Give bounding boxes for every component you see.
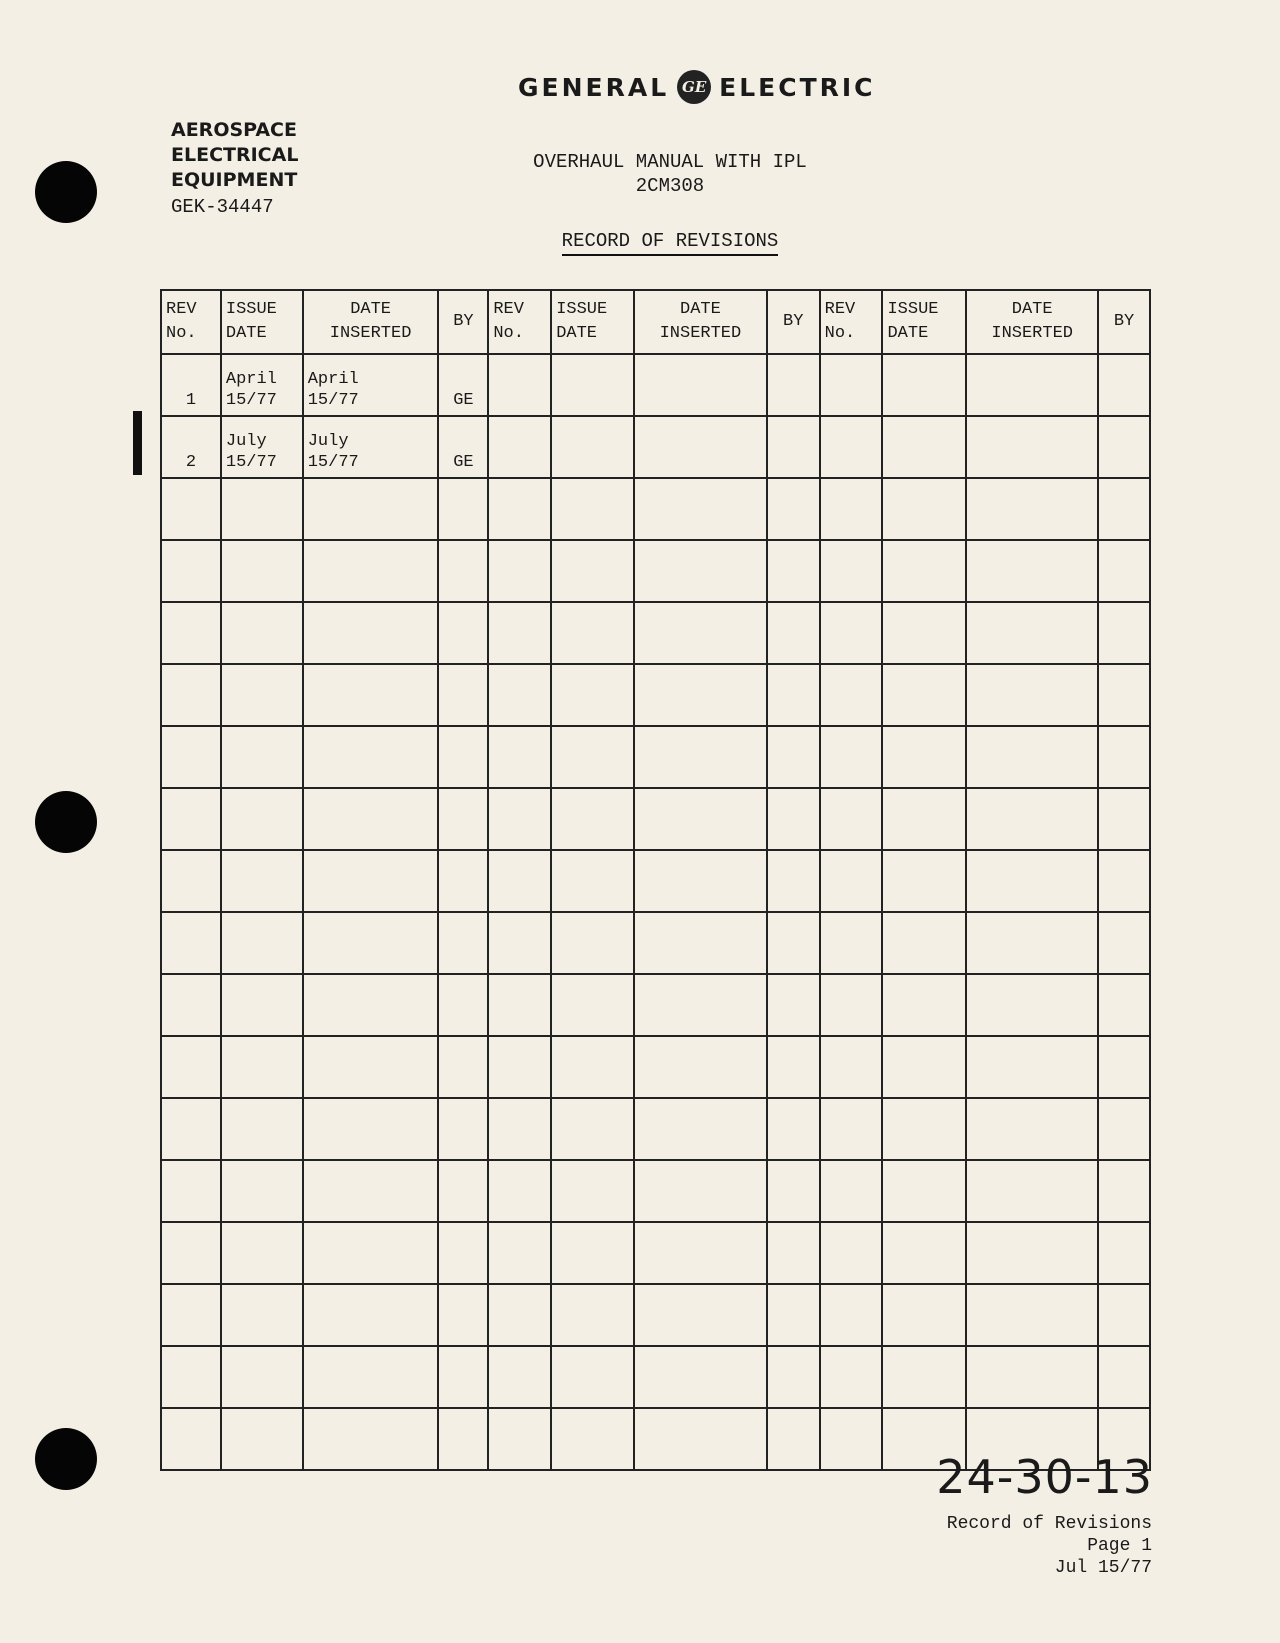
table-cell [161,1346,221,1408]
table-cell [438,1222,488,1284]
table-cell [488,416,551,478]
table-cell [820,1284,883,1346]
table-cell [438,478,488,540]
table-cell: 1 [161,354,221,416]
column-header: ISSUE DATE [221,290,303,354]
table-cell [882,1098,966,1160]
table-row [161,850,1150,912]
table-cell [221,1346,303,1408]
table-cell [767,1346,820,1408]
table-cell [551,478,634,540]
column-header: REV No. [488,290,551,354]
table-cell [634,1408,767,1470]
table-cell [1098,726,1150,788]
table-cell [488,602,551,664]
table-cell [820,912,883,974]
table-cell [438,1346,488,1408]
table-cell [966,912,1098,974]
table-cell [221,664,303,726]
table-cell [966,850,1098,912]
table-cell [551,1036,634,1098]
column-header: BY [767,290,820,354]
table-cell [634,974,767,1036]
table-cell [966,416,1098,478]
table-cell [966,726,1098,788]
table-row [161,1036,1150,1098]
table-cell [551,974,634,1036]
table-cell [820,850,883,912]
table-cell [767,354,820,416]
table-cell [551,1346,634,1408]
table-cell [161,602,221,664]
revisions-table [160,289,1151,1471]
table-cell [767,1408,820,1470]
table-cell [820,1346,883,1408]
table-cell [634,912,767,974]
table-cell [1098,1346,1150,1408]
table-cell [634,540,767,602]
table-row [161,1160,1150,1222]
table-cell [303,664,439,726]
table-cell [882,850,966,912]
table-cell [820,726,883,788]
table-cell [303,1284,439,1346]
table-cell [161,788,221,850]
table-cell [882,664,966,726]
table-cell [488,354,551,416]
table-cell [161,1222,221,1284]
table-cell [820,478,883,540]
table-cell [221,726,303,788]
table-cell [551,1284,634,1346]
table-cell [882,354,966,416]
table-cell [882,416,966,478]
table-cell [966,1284,1098,1346]
table-cell [1098,1284,1150,1346]
column-header: DATE INSERTED [303,290,439,354]
table-cell [1098,478,1150,540]
table-cell: April 15/77 [221,354,303,416]
table-cell [303,1160,439,1222]
table-cell [1098,788,1150,850]
table-cell [882,1222,966,1284]
table-cell [966,540,1098,602]
table-cell [303,788,439,850]
table-cell [634,1036,767,1098]
table-cell [1098,416,1150,478]
table-cell [221,1160,303,1222]
table-cell [161,1408,221,1470]
table-cell [488,1036,551,1098]
table-cell [634,850,767,912]
table-cell [161,1036,221,1098]
table-cell [882,1346,966,1408]
table-cell [551,912,634,974]
table-cell [161,540,221,602]
table-cell [303,974,439,1036]
column-header: REV No. [820,290,883,354]
table-cell [438,850,488,912]
table-cell [820,354,883,416]
table-cell [767,664,820,726]
table-cell [966,788,1098,850]
table-cell [438,1036,488,1098]
table-cell [634,1346,767,1408]
footer-date: Jul 15/77 [1054,1558,1152,1578]
table-row [161,1346,1150,1408]
table-row [161,912,1150,974]
table-cell [551,1098,634,1160]
table-cell [551,1222,634,1284]
manual-title-block [470,150,870,198]
table-cell [303,478,439,540]
column-header: BY [1098,290,1150,354]
table-cell [882,1284,966,1346]
table-cell [634,726,767,788]
table-cell [221,1222,303,1284]
table-cell [303,602,439,664]
table-cell [488,912,551,974]
table-cell [438,912,488,974]
table-cell [634,1160,767,1222]
table-cell [767,1036,820,1098]
table-cell [882,726,966,788]
table-row [161,602,1150,664]
table-cell [882,1160,966,1222]
table-cell [820,974,883,1036]
table-cell [966,1160,1098,1222]
table-cell [161,974,221,1036]
model-number: 2CM308 [635,175,705,197]
table-cell [221,1036,303,1098]
table-cell [966,1036,1098,1098]
section-title-text: RECORD OF REVISIONS [562,230,779,256]
ge-monogram-icon: GE [677,70,711,104]
column-header: ISSUE DATE [882,290,966,354]
table-cell [161,478,221,540]
table-cell [966,1222,1098,1284]
table-cell [634,354,767,416]
table-cell [1098,850,1150,912]
table-cell [488,540,551,602]
table-cell [1098,664,1150,726]
table-row [161,788,1150,850]
logo-text-right: ELECTRIC [719,72,876,102]
table-cell [438,1408,488,1470]
table-cell [221,1408,303,1470]
table-cell [882,602,966,664]
table-cell [161,1160,221,1222]
table-cell [551,1160,634,1222]
table-cell [551,416,634,478]
table-cell [438,602,488,664]
table-row [161,974,1150,1036]
table-cell [161,912,221,974]
table-cell [820,540,883,602]
table-cell [820,788,883,850]
table-cell [221,478,303,540]
table-cell [634,1222,767,1284]
logo-text-left: GENERAL [518,72,670,102]
column-header: REV No. [161,290,221,354]
table-cell [161,850,221,912]
table-cell: July 15/77 [221,416,303,478]
table-cell [551,788,634,850]
table-cell [488,664,551,726]
table-cell [882,540,966,602]
table-cell [438,974,488,1036]
table-cell [488,1160,551,1222]
table-cell [634,602,767,664]
table-cell [303,1408,439,1470]
punch-hole [35,161,97,223]
table-cell [551,602,634,664]
table-cell [767,478,820,540]
punch-hole [35,791,97,853]
ge-logo [518,70,876,104]
table-cell [1098,912,1150,974]
column-header: DATE INSERTED [966,290,1098,354]
table-cell [820,1222,883,1284]
table-cell [438,1098,488,1160]
table-cell [488,788,551,850]
revision-change-bar [133,411,142,475]
table-cell [634,1284,767,1346]
table-cell [221,850,303,912]
table-cell [882,478,966,540]
table-cell [767,1160,820,1222]
table-cell [634,416,767,478]
table-cell: 2 [161,416,221,478]
doc-number: GEK-34447 [171,196,274,218]
table-cell [438,664,488,726]
table-cell [161,664,221,726]
column-header: BY [438,290,488,354]
table-cell [1098,1098,1150,1160]
table-cell [303,1346,439,1408]
table-cell [488,1408,551,1470]
chapter-code: 24-30-13 [936,1450,1153,1504]
table-cell [767,912,820,974]
division-block [171,118,298,220]
table-cell [820,416,883,478]
table-cell [221,788,303,850]
division-line: ELECTRICAL [171,144,299,166]
table-cell [551,850,634,912]
table-cell [820,1160,883,1222]
table-cell [966,602,1098,664]
table-cell [966,478,1098,540]
table-cell [966,354,1098,416]
table-cell [551,1408,634,1470]
table-cell [767,850,820,912]
footer-section: Record of Revisions [946,1514,1152,1534]
table-cell [767,540,820,602]
table-cell [1098,974,1150,1036]
table-cell [882,1036,966,1098]
table-cell: GE [438,416,488,478]
table-cell [303,850,439,912]
table-cell [767,1098,820,1160]
table-cell [634,664,767,726]
footer-block [860,1513,1152,1579]
table-cell [438,540,488,602]
punch-hole [35,1428,97,1490]
table-row [161,540,1150,602]
table-cell [221,540,303,602]
table-cell [488,850,551,912]
table-cell [767,788,820,850]
division-line: AEROSPACE [171,119,297,141]
table-cell [303,726,439,788]
table-row [161,1098,1150,1160]
table-cell [488,1284,551,1346]
table-cell: April 15/77 [303,354,439,416]
table-cell [551,664,634,726]
table-cell [1098,540,1150,602]
table-cell [438,1160,488,1222]
table-cell [820,1036,883,1098]
table-cell [767,416,820,478]
table-cell [551,540,634,602]
table-cell [551,354,634,416]
table-cell [303,1098,439,1160]
table-cell [634,478,767,540]
table-cell [221,1284,303,1346]
table-cell [820,664,883,726]
table-cell [438,788,488,850]
division-line: EQUIPMENT [171,169,298,191]
table-row [161,726,1150,788]
table-cell [966,1098,1098,1160]
table-cell [966,974,1098,1036]
column-header: ISSUE DATE [551,290,634,354]
table-cell [767,1284,820,1346]
table-cell [303,540,439,602]
table-cell [767,974,820,1036]
table-cell [161,1284,221,1346]
section-title [470,230,870,252]
table-cell [438,1284,488,1346]
table-cell: July 15/77 [303,416,439,478]
table-cell [438,726,488,788]
table-cell [488,1098,551,1160]
table-cell [161,1098,221,1160]
table-row [161,1284,1150,1346]
table-cell [303,1036,439,1098]
table-cell [221,974,303,1036]
table-cell [634,788,767,850]
table-cell [551,726,634,788]
table-cell [488,478,551,540]
table-cell [221,602,303,664]
table-row [161,664,1150,726]
table-cell [820,1098,883,1160]
table-header-row [161,290,1150,354]
table-cell [488,1222,551,1284]
table-cell [161,726,221,788]
table-cell [767,1222,820,1284]
table-cell [966,664,1098,726]
table-cell: GE [438,354,488,416]
table-cell [882,912,966,974]
table-row [161,478,1150,540]
table-row [161,416,1150,478]
table-cell [1098,1222,1150,1284]
table-cell [488,726,551,788]
table-cell [488,1346,551,1408]
table-cell [634,1098,767,1160]
column-header: DATE INSERTED [634,290,767,354]
table-cell [221,1098,303,1160]
table-row [161,354,1150,416]
table-cell [221,912,303,974]
manual-title: OVERHAUL MANUAL WITH IPL [533,151,807,173]
footer-page: Page 1 [1087,1536,1152,1556]
table-cell [1098,602,1150,664]
table-cell [1098,1160,1150,1222]
table-cell [488,974,551,1036]
table-cell [820,1408,883,1470]
table-row [161,1222,1150,1284]
table-cell [1098,1036,1150,1098]
table-cell [882,788,966,850]
table-cell [882,974,966,1036]
table-cell [1098,354,1150,416]
table-cell [303,912,439,974]
table-cell [820,602,883,664]
table-cell [767,602,820,664]
table-cell [966,1346,1098,1408]
table-cell [303,1222,439,1284]
table-cell [767,726,820,788]
